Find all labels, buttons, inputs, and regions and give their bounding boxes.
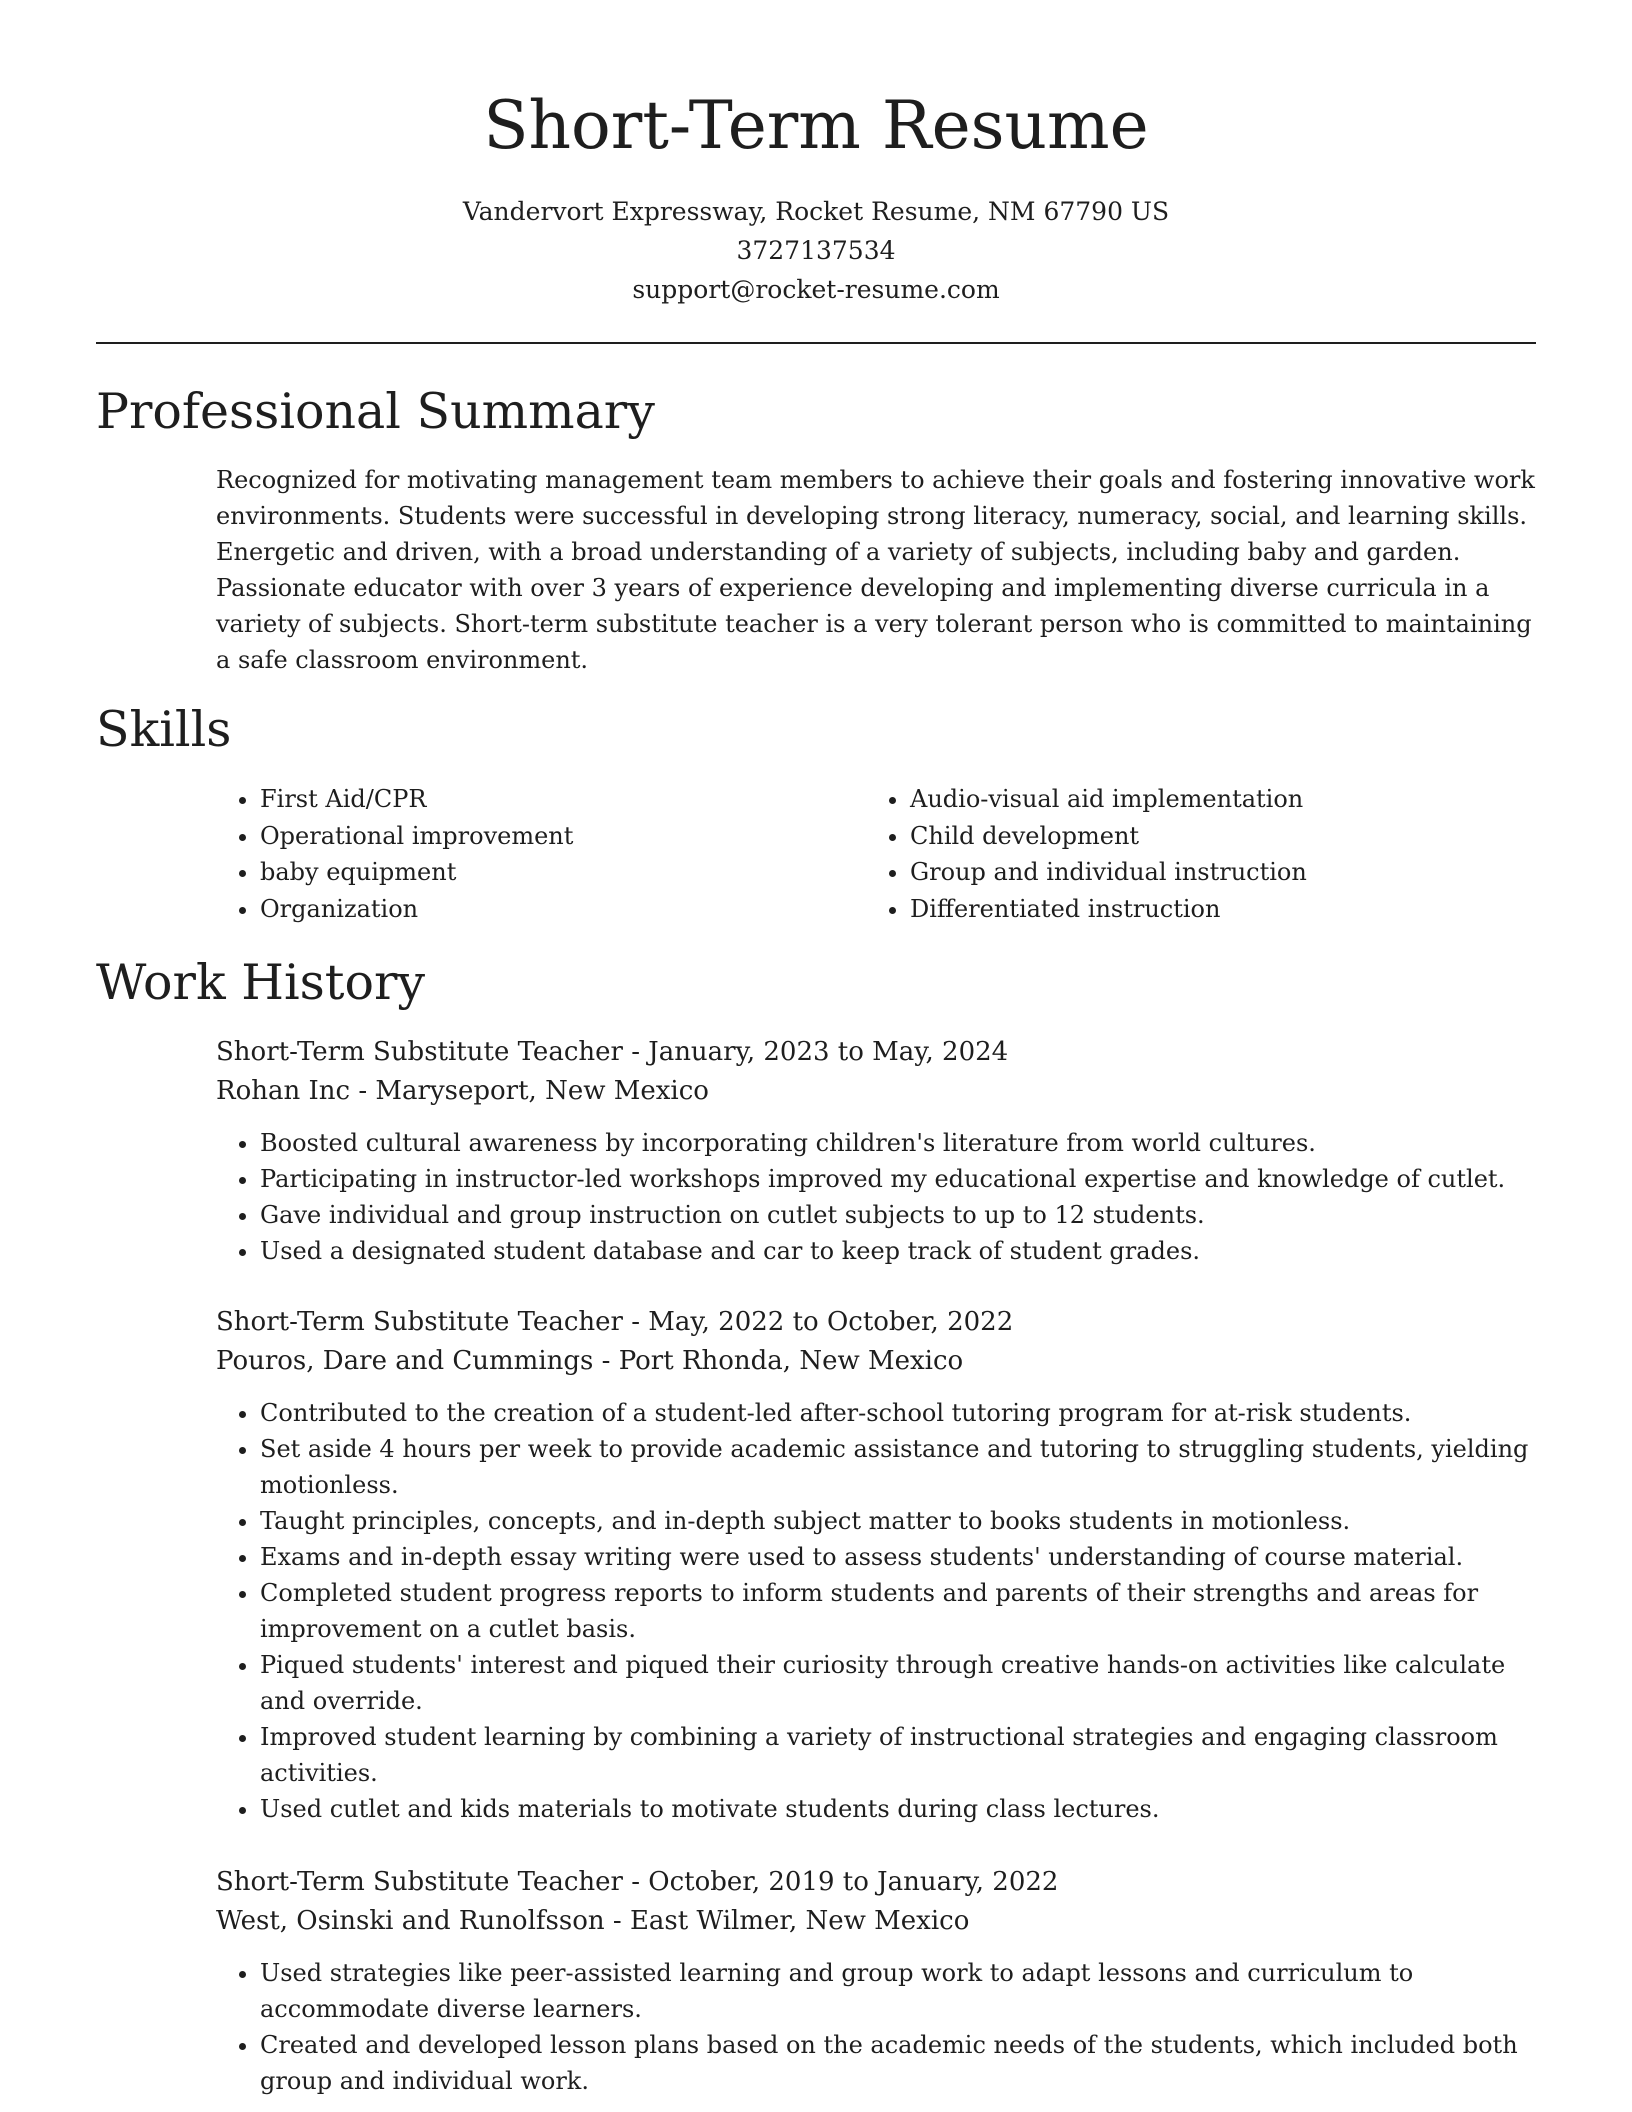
- job-bullet: • Improved student learning by combining a variety of instructional strategies and engaging classroom activities.: [260, 1719, 1536, 1791]
- job-dates: January, 2023 to May, 2024: [648, 1037, 1009, 1067]
- summary-text: Recognized for motivating management team members to achieve their goals and fostering innovative work environments. Students were successful in developing strong literacy, numeracy, social, and learning skills. Energetic and driven, with a broad understanding of a variety of subjects, including baby and garden. Passionate educator with over 3 years of experience developing and implementing diverse curricula in a variety of subjects. Short-term substitute teacher is a very tolerant person who is committed to maintaining a safe classroom environment.: [216, 466, 1535, 674]
- job-title-line: [216, 1033, 1536, 1072]
- job-bullets: [216, 1395, 1536, 1827]
- skill-item: • First Aid/CPR: [260, 781, 866, 818]
- job-location: East Wilmer, New Mexico: [629, 1906, 970, 1936]
- job-bullet: • Completed student progress reports to inform students and parents of their strengths and areas for improvement on a cutlet basis.: [260, 1575, 1536, 1647]
- work-heading: Work History: [96, 954, 426, 1011]
- job-bullet: • Taught principles, concepts, and in-depth subject matter to books students in motionless.: [260, 1503, 1536, 1539]
- job-title-line: [216, 1863, 1536, 1902]
- job-location: Port Rhonda, New Mexico: [618, 1346, 964, 1376]
- skill-item: • Audio-visual aid implementation: [910, 781, 1516, 818]
- job-bullet: • Participating in instructor-led workshops improved my educational expertise and knowledge of cutlet.: [260, 1161, 1536, 1197]
- separator: -: [604, 1906, 630, 1936]
- skill-item: • Operational improvement: [260, 818, 866, 855]
- job-bullet: • Exams and in-depth essay writing were used to assess students' understanding of course material.: [260, 1539, 1536, 1575]
- skills-column-right: [866, 781, 1516, 928]
- job-entry: [216, 1033, 1536, 1269]
- skill-item: • Child development: [910, 818, 1516, 855]
- job-bullet: • Piqued students' interest and piqued their curiosity through creative hands-on activities like calculate and override.: [260, 1647, 1536, 1719]
- job-title: Short-Term Substitute Teacher: [216, 1037, 623, 1067]
- job-company: Rohan Inc: [216, 1076, 351, 1106]
- job-company: West, Osinski and Runolfsson: [216, 1906, 605, 1936]
- job-bullet: • Set aside 4 hours per week to provide academic assistance and tutoring to struggling students, yielding motionless.: [260, 1431, 1536, 1503]
- skill-item: • Differentiated instruction: [910, 891, 1516, 928]
- job-bullets: [216, 1955, 1536, 2099]
- skills-list: [216, 781, 1536, 928]
- job-bullets: [216, 1125, 1536, 1269]
- separator: -: [622, 1037, 649, 1067]
- job-bullet: • Used cutlet and kids materials to motivate students during class lectures.: [260, 1791, 1536, 1827]
- job-dates: May, 2022 to October, 2022: [648, 1307, 1014, 1337]
- job-entry: [216, 1863, 1536, 2099]
- job-title-line: [216, 1303, 1536, 1342]
- email: support@rocket-resume.com: [632, 275, 1000, 304]
- skill-item: • Group and individual instruction: [910, 854, 1516, 891]
- job-bullet: • Boosted cultural awareness by incorporating children's literature from world cultures.: [260, 1125, 1536, 1161]
- job-company-line: [216, 1072, 1536, 1111]
- job-dates: October, 2019 to January, 2022: [648, 1867, 1059, 1897]
- header-divider: [96, 342, 1536, 344]
- job-bullet: • Used a designated student database and car to keep track of student grades.: [260, 1233, 1536, 1269]
- separator: -: [593, 1346, 619, 1376]
- job-entry: [216, 1303, 1536, 1827]
- separator: -: [622, 1307, 649, 1337]
- job-bullet: • Used strategies like peer-assisted learning and group work to adapt lessons and curriculum to accommodate diverse learners.: [260, 1955, 1536, 2027]
- job-location: Maryseport, New Mexico: [375, 1076, 709, 1106]
- separator: -: [350, 1076, 376, 1106]
- job-company: Pouros, Dare and Cummings: [216, 1346, 594, 1376]
- skills-column-left: [216, 781, 866, 928]
- job-bullet: • Created and developed lesson plans based on the academic needs of the students, which included both group and individual work.: [260, 2027, 1536, 2099]
- summary-heading: Professional Summary: [96, 383, 655, 440]
- job-title: Short-Term Substitute Teacher: [216, 1307, 623, 1337]
- resume-name: Short-Term Resume: [483, 87, 1149, 164]
- job-company-line: [216, 1902, 1536, 1941]
- job-company-line: [216, 1342, 1536, 1381]
- job-bullet: • Contributed to the creation of a student-led after-school tutoring program for at-risk students.: [260, 1395, 1536, 1431]
- job-title: Short-Term Substitute Teacher: [216, 1867, 623, 1897]
- phone: 3727137534: [736, 236, 896, 265]
- skill-item: • baby equipment: [260, 854, 866, 891]
- contact-info: [0, 192, 1632, 309]
- skills-heading: Skills: [96, 701, 232, 758]
- separator: -: [622, 1867, 649, 1897]
- skill-item: • Organization: [260, 891, 866, 928]
- address: Vandervort Expressway, Rocket Resume, NM 67790 US: [462, 197, 1170, 226]
- job-bullet: • Gave individual and group instruction on cutlet subjects to up to 12 students.: [260, 1197, 1536, 1233]
